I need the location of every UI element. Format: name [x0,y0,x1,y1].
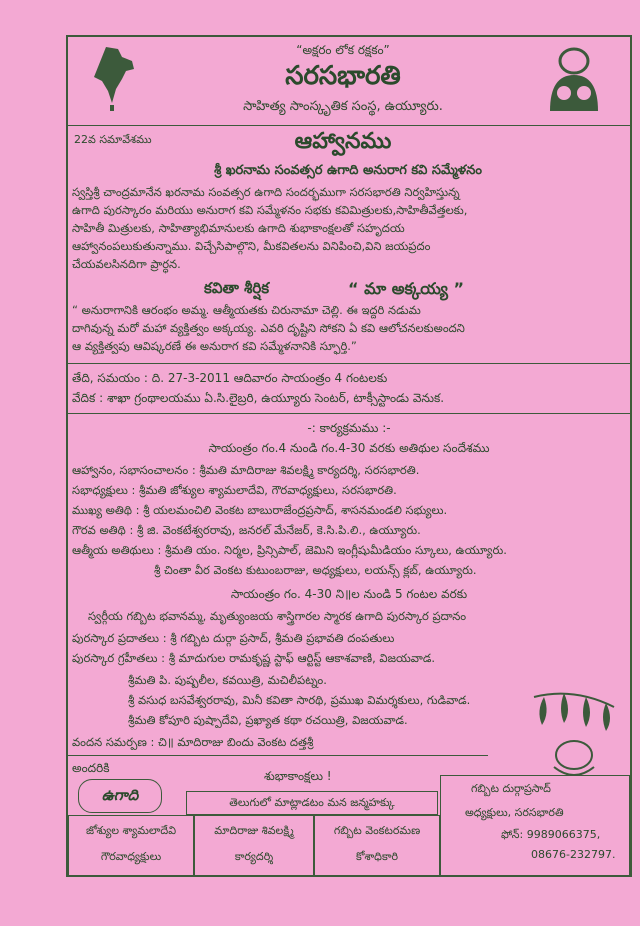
session2-heading: సాయంత్రం గం. 4-30 ని॥ల నుండి 5 గంటల వరకు [230,587,468,601]
event-title: శ్రీ ఖరనామ సంవత్సర ఉగాది అనురాగ కవి సమ్మేళనం [214,163,482,178]
signatory-title: కోశాధికారి [355,850,399,863]
invitation-title: ఆహ్వానము [294,129,392,154]
quote-line: “ అనురాగానికి ఆరంభం అమ్మ. ఆత్మీయతకు చిరునామా చెల్లి. ఈ ఇద్దరి నడుమ [72,303,421,317]
intro-line: స్వస్తిశ్రీ చాంద్రమానేన ఖరనామ సంవత్సర ఉగాది సందర్భముగా సరసభారతి నిర్వహిస్తున్న [72,185,460,199]
role-person: శ్రీ జి. వెంకటేశ్వరరావు, జనరల్ మేనేజర్, కె.సి.పి.లి., ఉయ్యూరు. [136,523,421,537]
quote-line: ఆ వ్యక్తిత్వపు ఆవిష్కరణే ఈ అనురాగ కవి సమ్మేళనానికి స్ఫూర్తి.” [72,339,357,353]
intro-line: ఆహ్వానంపలుకుతున్నాము. విచ్చేసిపాల్గొని, మీకవితలను వినిపించి,విని జయప్రదం [72,239,431,253]
signatory-box [194,815,314,877]
signatory-name: మాదిరాజు శివలక్ష్మి [214,824,294,837]
emblem-icon [540,41,608,117]
role-label: గౌరవ అతిథి : [72,523,134,537]
role-label: ఆత్మీయ అతిథులు : [72,543,162,557]
role-row [72,463,626,480]
divider [68,755,488,756]
ugadi-logo-text: ఉగాది [101,786,139,804]
poem-title-label: కవితా శీర్షిక [204,279,270,297]
org-name: సరసభారతి [285,61,401,91]
slogan-box [186,791,438,815]
role-label: పురస్కార ప్రదాతలు : [72,631,167,645]
signatory-box [68,815,194,877]
org-subtitle: సాహిత్య సాంస్కృతిక సంస్థ, ఉయ్యూరు. [243,99,443,114]
role-person: శ్రీమతి జోశ్యుల శ్యామలాదేవి, గౌరవాధ్యక్షులు, సరసభారతి. [139,483,397,497]
president-phone: ఫోన్: 9989066375, [501,828,601,841]
divider [68,363,630,364]
awardee: శ్రీ వసుధ బసవేశ్వరరావు, మినీ కవితా సారథి, ప్రముఖ విమర్శకులు, గుడివాడ. [128,693,471,707]
ugadi-logo [78,779,162,813]
role-person: శ్రీ యలమంచిలి వెంకట బాబురాజేంద్రప్రసాద్, శాసనమండలి సభ్యులు. [143,503,448,517]
intro-line: ఉగాది పురస్కారం మరియు అనురాగ కవి సమ్మేళనం సభకు కవిమిత్రులకు,సాహితీవేత్తలకు, [72,203,468,217]
signatory-name: గబ్బిట వెంకటరమణ [333,824,421,837]
role-label: పురస్కార గ్రహీతలు : [72,651,166,665]
role-person: శ్రీమతి యం. నిర్మల, ప్రిన్సిపాల్, జెమిని ఇంగ్లీషుమీడియం స్కూలు, ఉయ్యూరు. [164,543,507,557]
role-person: శ్రీ మాదుగుల రామకృష్ణ స్టాఫ్ ఆర్టిస్ట్ ఆకాశవాణి, విజయవాడ. [168,651,436,665]
invitation-card [66,35,632,877]
date-line: తేది, సమయం : ది. 27-3-2011 ఆదివారం సాయంత్రం 4 గంటలకు [72,371,388,385]
vote-of-thanks: వందన సమర్పణ : చి॥ మాదిరాజు బిందు వెంకట దత్తశ్రీ [72,735,314,749]
awardee: శ్రీమతి పి. పుష్పలీల, కవయిత్రి, మచిలీపట్నం. [128,673,327,687]
award-role-row [72,651,626,668]
president-box [440,775,630,877]
divider [68,413,630,414]
role-row [72,503,626,520]
role-label: ముఖ్య అతిథి : [72,503,140,517]
venue-line: వేదిక : శాఖా గ్రంథాలయము ఏ.సి.లైబ్రరి, ఉయ్యూరు సెంటర్, టాక్సీస్టాండు వెనుక. [72,391,445,405]
role-row [72,523,626,540]
role-person: శ్రీమతి మాదిరాజు శివలక్ష్మి కార్యదర్శి, సరసభారతి. [199,463,420,477]
session1-heading: సాయంత్రం గం.4 నుండి గం.4-30 వరకు అతిథుల సందేశము [208,441,490,455]
signatory-box [314,815,440,877]
motto: “అక్షరం లోక రక్షకం” [296,43,390,57]
greeting-to: అందరికి [72,761,110,775]
header-divider [68,125,630,126]
role-person: శ్రీ గబ్బిట దుర్గా ప్రసాద్, శ్రీమతి ప్రభావతి దంపతులు [170,631,395,645]
slogan: తెలుగులో మాట్లాడటం మన జన్మహక్కు [229,796,395,809]
signatory-name: జోశ్యుల శ్యామలాదేవి [85,824,177,837]
role-person: శ్రీ చింతా వీర వెంకట కుటుంబరాజు, అధ్యక్షులు, లయన్స్ క్లబ్, ఉయ్యూరు. [154,563,477,577]
role-row [72,483,626,500]
signatory-title: గౌరవాధ్యక్షులు [100,850,162,863]
award-role-row [72,631,626,648]
greetings: శుభాకాంక్షలు ! [264,769,332,783]
signatory-title: కార్యదర్శి [234,850,274,863]
mango-leaves-icon [524,677,624,787]
intro-line: చేయవలసినదిగా ప్రార్ధన. [72,257,181,271]
role-row [72,543,626,560]
role-row [154,563,626,580]
role-label: సభాధ్యక్షులు : [72,483,136,497]
role-label: ఆహ్వానం, సభాసంచాలనం : [72,463,196,477]
awardee: శ్రీమతి కోపూరి పుష్పాదేవి, ప్రఖ్యాత కథా రచయిత్రి, విజయవాడ. [128,713,408,727]
president-name: గబ్బిట దుర్గాప్రసాద్ [471,782,551,795]
programme-heading: -: కార్యక్రమము :- [307,421,391,435]
india-map-icon [88,43,138,113]
meeting-number: 22వ సమావేశము [74,133,152,146]
president-title: అధ్యక్షులు, సరసభారతి [465,806,564,819]
quote-line: దాగివున్న మరో మహా వ్యక్తిత్వం అక్కయ్య. ఎవరి దృష్టిని సోకని ఏ కవి ఆలోచనలకుఅందని [72,321,465,335]
poem-title: “ మా అక్కయ్య ” [348,279,465,298]
intro-line: సాహితీ మిత్రులకు, సాహిత్యాభిమానులకు ఉగాది శుభాకాంక్షలతో సహృదయ [72,221,405,235]
president-phone: 08676-232797. [531,848,616,861]
award-line: స్వర్గీయ గబ్బిట భవానమ్మ, మృత్యుంజయ శాస్త్రిగారల స్మారక ఉగాది పురస్కార ప్రదానం [88,609,467,623]
